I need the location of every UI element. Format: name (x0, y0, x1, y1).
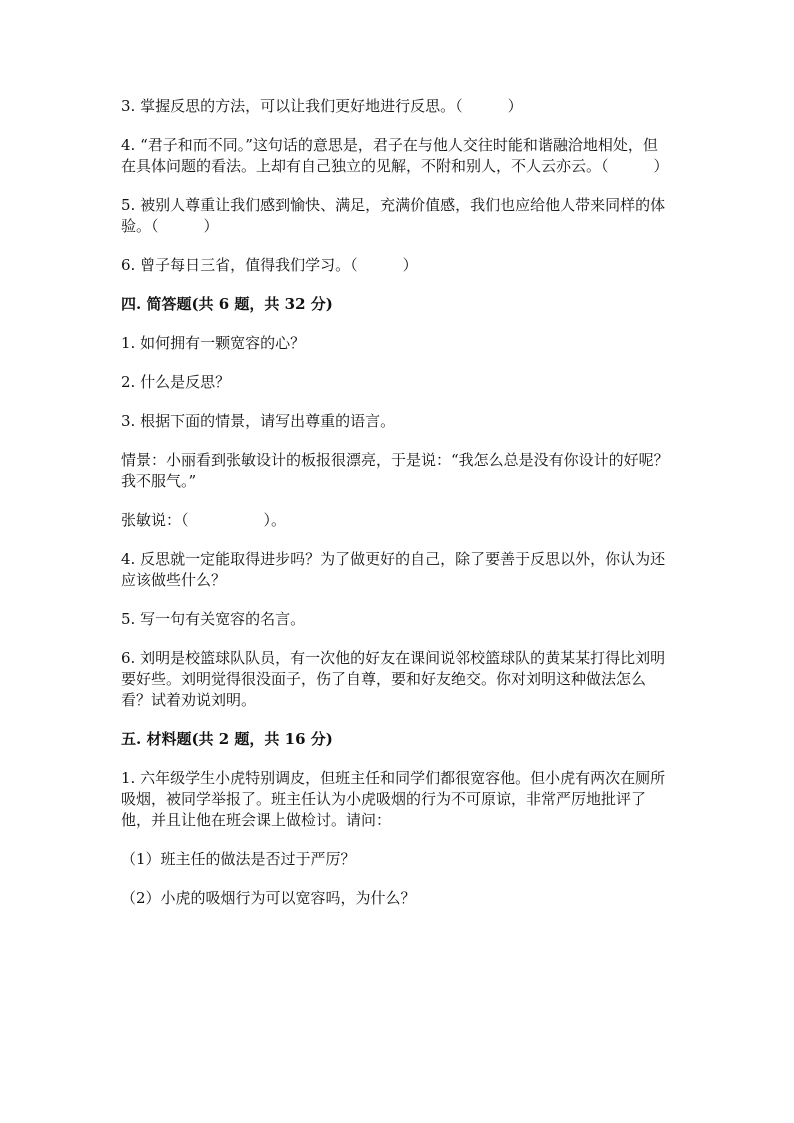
section-5-heading: 五. 材料题(共 2 题，共 16 分) (121, 730, 333, 748)
short-answer-3: 3. 根据下面的情景，请写出尊重的语言。 (121, 412, 396, 430)
short-answer-3-scenario: 情景：小丽看到张敏设计的板报很漂亮，于是说：“我怎么总是没有你设计的好呢？我不服气。” (121, 451, 669, 490)
short-answer-2: 2. 什么是反思？ (121, 373, 231, 391)
short-answer-5: 5. 写一句有关宽容的名言。 (121, 610, 306, 628)
exam-page (121, 96, 669, 927)
short-answer-6: 6. 刘明是校篮球队队员，有一次他的好友在课间说邻校篮球队的黄某某打得比刘明要好些。刘明觉得很没面子，伤了自尊，要和好友绝交。你对刘明这种做法怎么看？试着劝说刘明。 (121, 649, 666, 709)
short-answer-4: 4. 反思就一定能取得进步吗？为了做更好的自己，除了要善于反思以外，你认为还应该做些什么？ (121, 550, 666, 589)
short-answer-1: 1. 如何拥有一颗宽容的心？ (121, 334, 306, 352)
tf-item-4: 4. “君子和而不同。”这句话的意思是，君子在与他人交往时能和谐融洽地相处，但在具体问题的看法。上却有自己独立的见解，不附和别人，不人云亦云。（ ） (121, 136, 669, 175)
material-1-question-2: （2）小虎的吸烟行为可以宽容吗，为什么？ (121, 889, 416, 907)
section-4-heading: 四. 简答题(共 6 题，共 32 分) (121, 295, 333, 313)
material-1-question-1: （1）班主任的做法是否过于严厉？ (121, 850, 356, 868)
short-answer-3-response: 张敏说：（ ）。 (121, 511, 287, 529)
tf-item-3: 3. 掌握反思的方法，可以让我们更好地进行反思。（ ） (121, 97, 523, 115)
tf-item-6: 6. 曾子每日三省，值得我们学习。（ ） (121, 256, 418, 274)
material-1: 1. 六年级学生小虎特别调皮，但班主任和同学们都很宽容他。但小虎有两次在厕所吸烟，被同学举报了。班主任认为小虎吸烟的行为不可原谅，非常严厉地批评了他，并且让他在班会课上做检讨。请问： (121, 769, 666, 829)
tf-item-5: 5. 被别人尊重让我们感到愉快、满足，充满价值感，我们也应给他人带来同样的体验。（ ） (121, 196, 666, 235)
